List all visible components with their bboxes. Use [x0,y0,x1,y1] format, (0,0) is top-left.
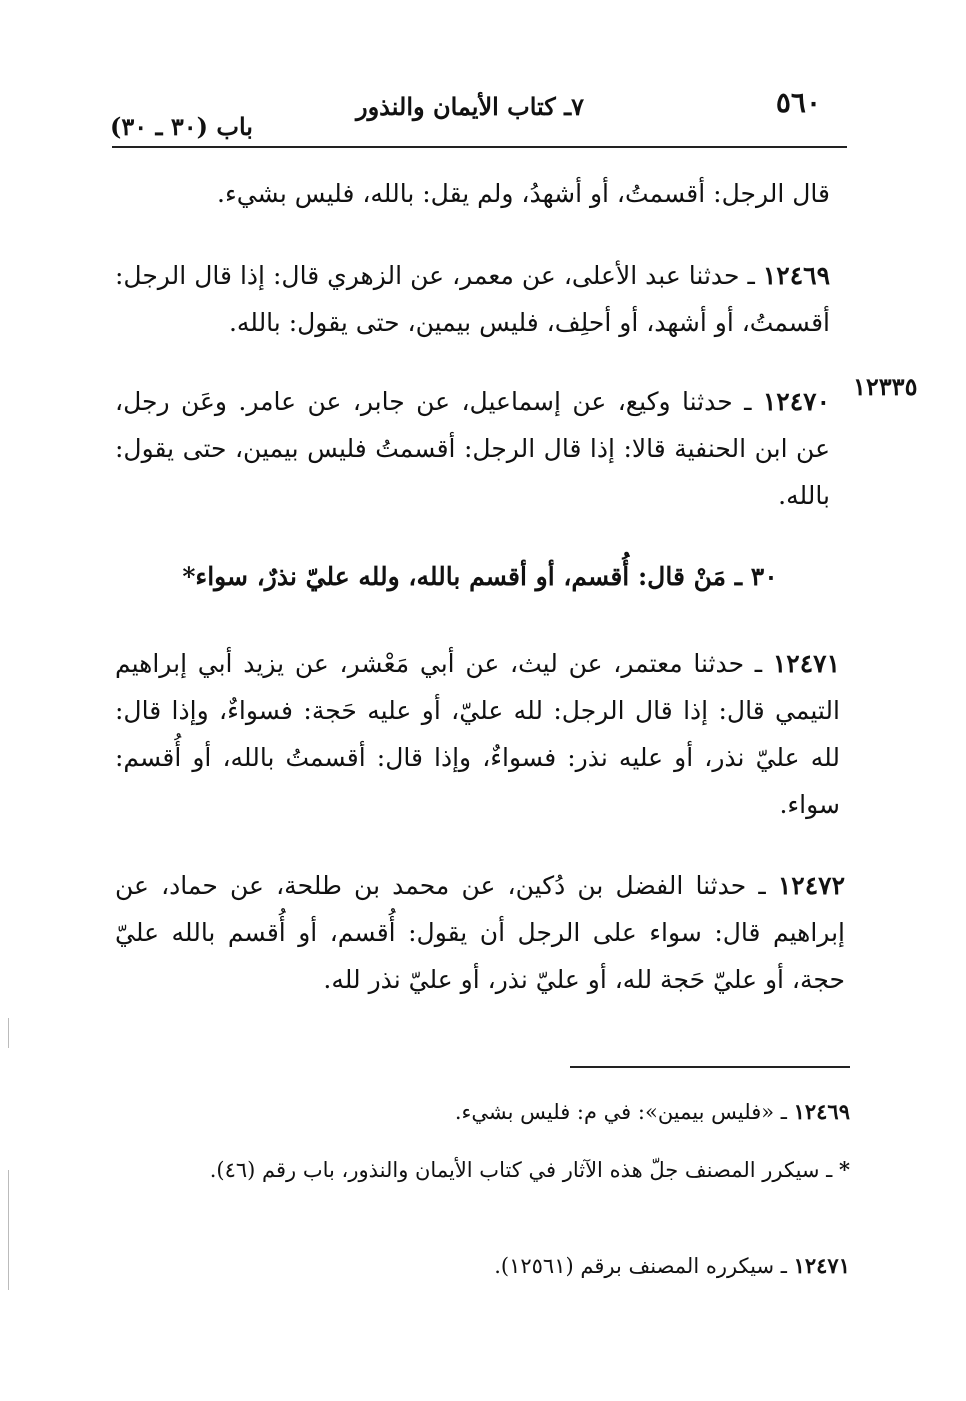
hadith-text: ـ حدثنا عبد الأعلى، عن معمر، عن الزهري قال: إذا قال الرجل: أقسمتُ، أو أشهد، أو أحلِف، فليس بيمين، حتى يقول: بالله. [115,261,830,337]
footnote-marker: * [839,1157,850,1182]
footnote-text: ـ سيكرر المصنف جلّ هذه الآثار في كتاب الأيمان والنذور، باب رقم (٤٦). [209,1158,840,1182]
paragraph-continuation [115,170,830,217]
hadith-12470 [115,378,830,519]
margin-number: ١٢٣٣٥ [853,372,918,401]
footnote-text: ـ سيكرره المصنف برقم (١٢٥٦١). [494,1254,794,1278]
hadith-number: ١٢٤٧١ [772,649,840,678]
footnote-12469 [140,1092,850,1132]
header-divider [112,146,847,148]
hadith-number: ١٢٤٧٢ [777,871,845,900]
hadith-12469 [115,252,830,346]
footnote-divider [570,1066,850,1068]
hadith-text: ـ حدثنا معتمر، عن ليث، عن أبي مَعْشر، عن يزيد أبي إبراهيم التيمي قال: إذا قال الرجل: لله عليّ، أو عليه حَجة: فسواءٌ، وإذا قال: لله عليّ نذر، أو عليه نذر: فسواءٌ، وإذا قال: أقسمتُ بالله، أو أُقسم: سواء. [115,649,840,819]
footnote-asterisk [140,1150,850,1190]
hadith-number: ١٢٤٧٠ [762,387,830,416]
book-title: ٧ـ كتاب الأيمان والنذور [356,92,584,121]
scan-artifact [8,1170,9,1290]
hadith-12471 [115,640,840,828]
footnote-number: ١٢٤٦٩ [793,1099,850,1124]
hadith-number: ١٢٤٦٩ [762,261,830,290]
scan-artifact [8,1018,9,1048]
hadith-text: ـ حدثنا الفضل بن دُكين، عن محمد بن طلحة، عن حماد، عن إبراهيم قال: سواء على الرجل أن يقول: أُقسم، أو أُقسم بالله عليّ حجة، أو عليّ حَجة لله، أو عليّ نذر، أو عليّ نذر لله. [115,871,845,994]
section-heading: ٣٠ ـ مَنْ قال: أُقسم، أو أقسم بالله، ولله عليّ نذرٌ، سواء* [182,562,778,591]
footnote-number: ١٢٤٧١ [793,1253,850,1278]
footnote-12471 [140,1246,850,1286]
chapter-reference: باب (٣٠ ـ ٣٠) [110,112,253,141]
hadith-text: ـ حدثنا وكيع، عن إسماعيل، عن جابر، عن عامر. وعَن رجل، عن ابن الحنفية قالا: إذا قال الرجل: أقسمتُ فليس بيمين، حتى يقول: بالله. [115,387,830,510]
hadith-12472 [115,862,845,1003]
footnote-text: ـ «فليس بيمين»: في م: فليس بشيء. [454,1100,794,1124]
paragraph-text: قال الرجل: أقسمتُ، أو أشهدُ، ولم يقل: بالله، فليس بشيء. [217,179,830,208]
page-number: ٥٦٠ [775,86,821,119]
